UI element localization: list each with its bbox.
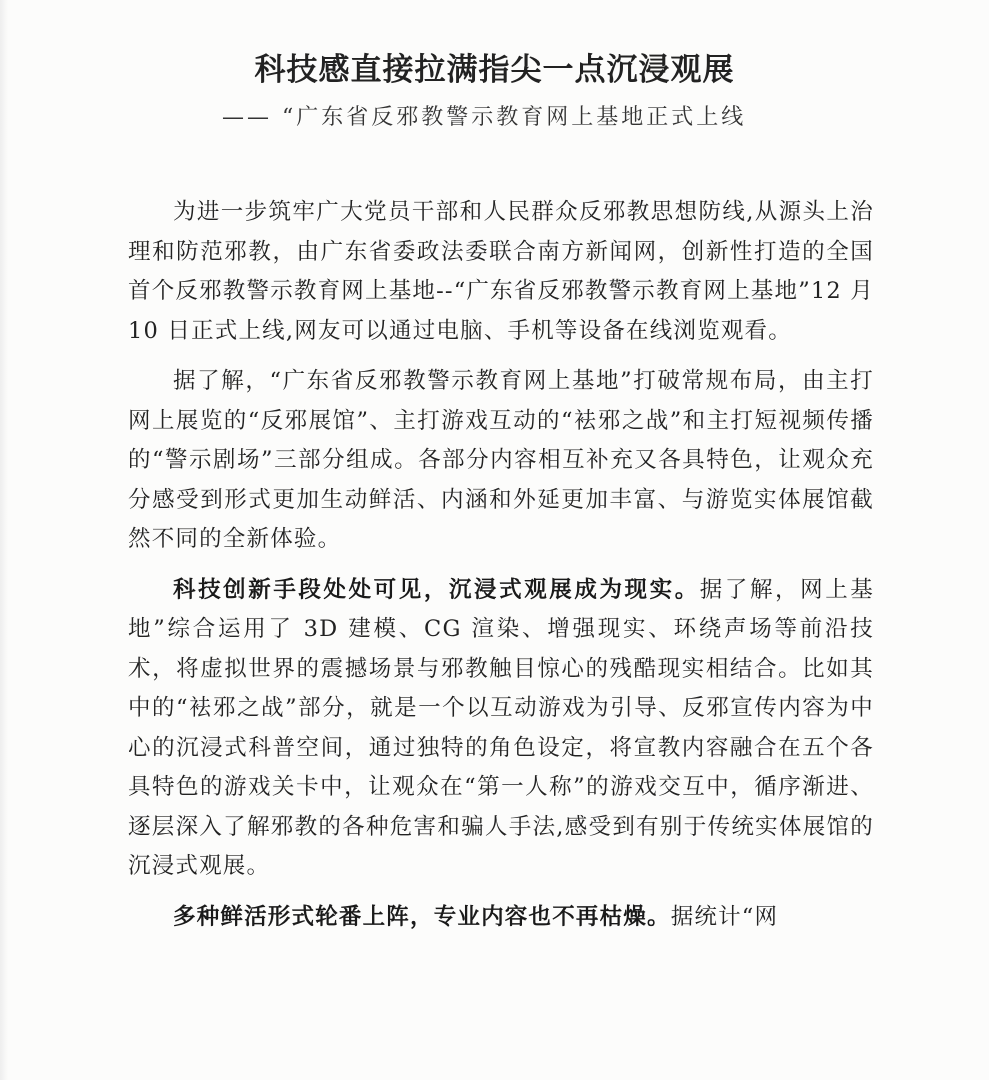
paragraph-lead: 科技创新手段处处可见，沉浸式观展成为现实。 <box>173 576 700 603</box>
paragraph-2 <box>128 362 874 560</box>
article-title: 科技感直接拉满指尖一点沉浸观展 <box>254 52 735 88</box>
paragraph-1 <box>128 193 874 351</box>
paragraph-text: 为进一步筑牢广大党员干部和人民群众反邪教思想防线,从源头上治理和防范邪教，由广东省委政法委联合南方新闻网，创新性打造的全国首个反邪教警示教育网上基地--“广东省反邪教警示教育网上基地”12 月 10 日正式上线,网友可以通过电脑、手机等设备在线浏览观看。 <box>128 199 874 344</box>
paragraph-text: 据统计“网 <box>670 903 779 930</box>
scan-edge-shadow <box>0 0 8 1080</box>
paragraph-4 <box>128 898 874 938</box>
paragraph-text: 据了解，网上基地”综合运用了 3D 建模、CG 渲染、增强现实、环绕声场等前沿技术，将虚拟世界的震撼场景与邪教触目惊心的残酷现实相结合。比如其中的“袪邪之战”部分，就是一个以互动游戏为引导、反邪宣传内容为中心的沉浸式科普空间，通过独特的角色设定，将宣教内容融合在五个各具特色的游戏关卡中，让观众在“第一人称”的游戏交互中，循序渐进、逐层深入了解邪教的各种危害和骗人手法,感受到有别于传统实体展馆的沉浸式观展。 <box>128 576 875 879</box>
article-subtitle: —— “广东省反邪教警示教育网上基地正式上线 <box>222 105 747 130</box>
paragraph-text: 据了解，“广东省反邪教警示教育网上基地”打破常规布局，由主打网上展览的“反邪展馆”、主打游戏互动的“袪邪之战”和主打短视频传播的“警示剧场”三部分组成。各部分内容相互补充又各具特色，让观众充分感受到形式更加生动鲜活、内涵和外延更加丰富、与游览实体展馆截然不同的全新体验。 <box>128 368 874 552</box>
paragraph-lead: 多种鲜活形式轮番上阵，专业内容也不再枯燥。 <box>173 903 671 930</box>
paragraph-3 <box>128 571 874 887</box>
article-body <box>128 193 874 937</box>
